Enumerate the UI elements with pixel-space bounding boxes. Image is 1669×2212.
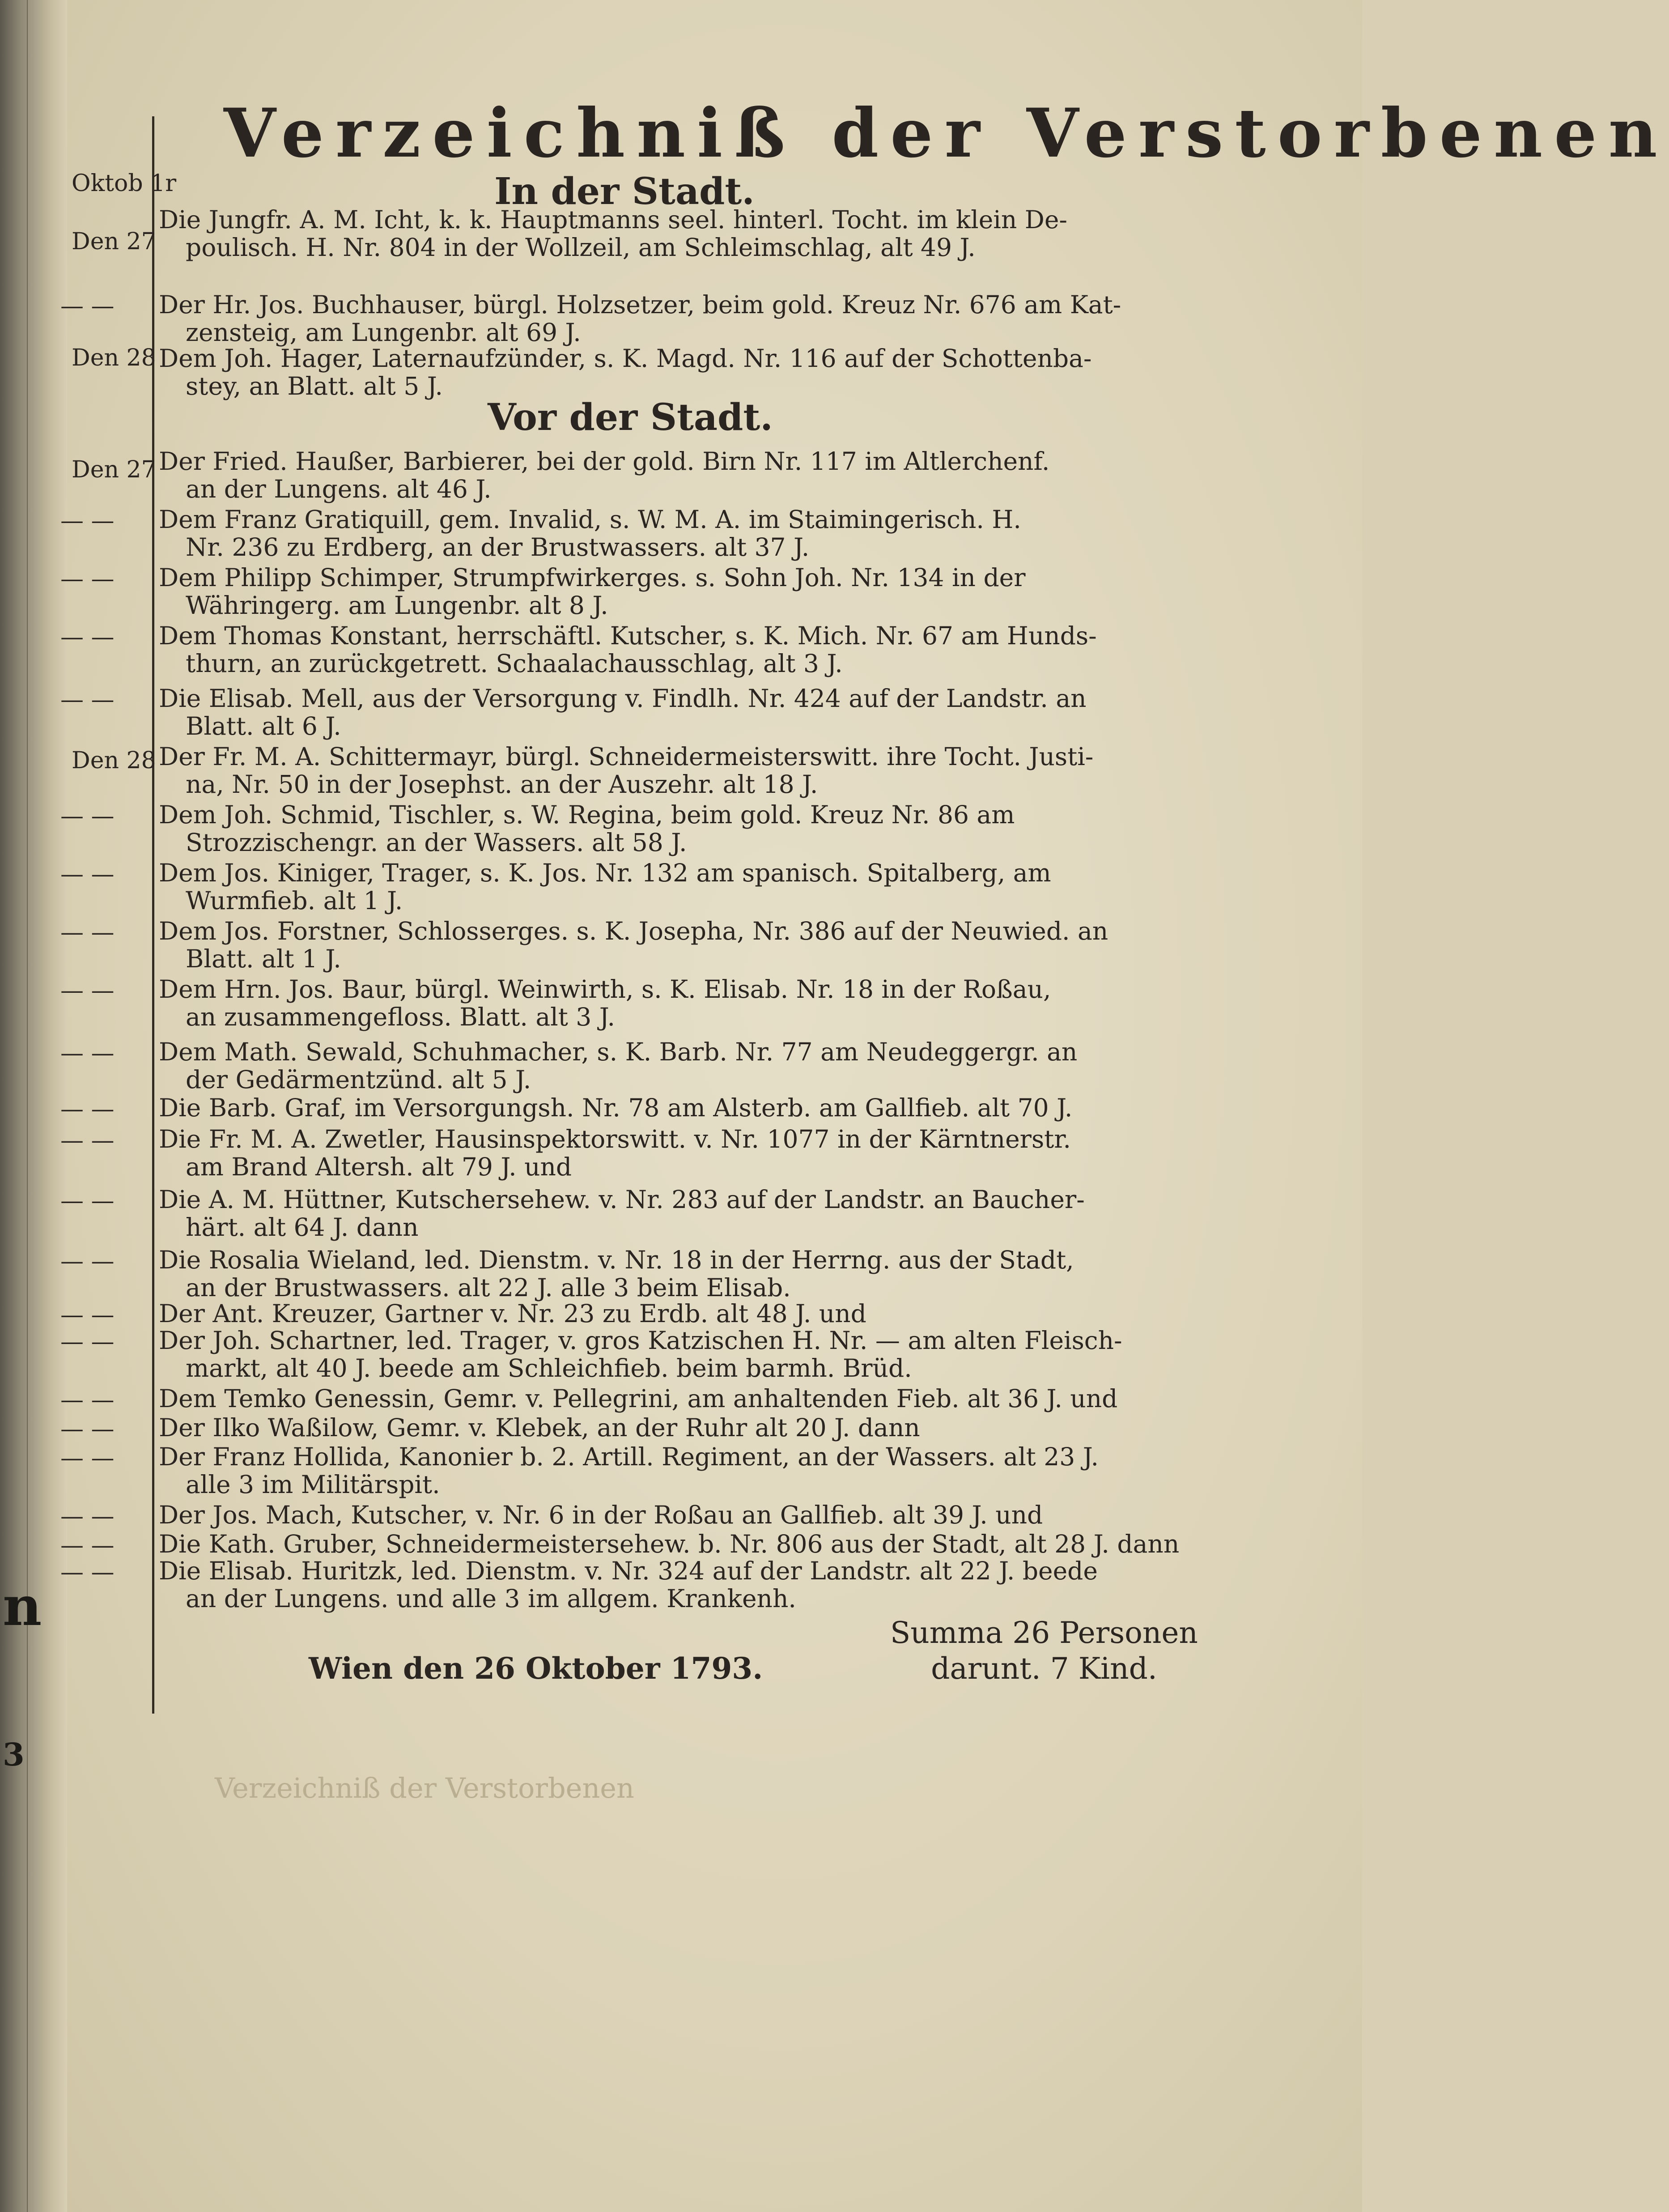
previous-page-edge xyxy=(0,0,28,2212)
summary-block xyxy=(890,1615,1198,1687)
ditto-mark: — — xyxy=(60,624,115,651)
entry-continuation: na, Nr. 50 in der Josephst. an der Auszehr. alt 18 J. xyxy=(186,770,818,799)
entry-line: Dem Math. Sewald, Schuhmacher, s. K. Barb. Nr. 77 am Neudeggergr. an xyxy=(159,1038,1078,1066)
entry-continuation: thurn, an zurückgetrett. Schaalachausschlag, alt 3 J. xyxy=(186,649,843,678)
entry-line: Die Jungfr. A. M. Icht, k. k. Hauptmanns seel. hinterl. Tocht. im klein De- xyxy=(159,205,1067,234)
page-title: Verzeichniß der Verstorbenen xyxy=(224,94,1669,173)
entry-line: Der Fried. Haußer, Barbierer, bei der gold. Birn Nr. 117 im Altlerchenf. xyxy=(159,447,1050,476)
entry-line: Die Rosalia Wieland, led. Dienstm. v. Nr. 18 in der Herrng. aus der Stadt, xyxy=(159,1246,1074,1274)
entry-line: Die Fr. M. A. Zwetler, Hausinspektorswitt. v. Nr. 1077 in der Kärntnerstr. xyxy=(159,1125,1071,1153)
entry-continuation: markt, alt 40 J. beede am Schleichfieb. beim barmh. Brüd. xyxy=(186,1354,912,1382)
ditto-mark: — — xyxy=(60,919,115,946)
entry-line: Dem Jos. Forstner, Schlosserges. s. K. Josepha, Nr. 386 auf der Neuwied. an xyxy=(159,917,1108,945)
entry-line: Dem Temko Genessin, Gemr. v. Pellegrini, am anhaltenden Fieb. alt 36 J. und xyxy=(159,1384,1118,1413)
ditto-mark: — — xyxy=(60,1040,115,1067)
entry-continuation: alle 3 im Militärspit. xyxy=(186,1470,440,1499)
bleed-through-text: Verzeichniß der Verstorbenen xyxy=(215,1772,634,1804)
date-label: Den 28 xyxy=(72,345,156,371)
entry-continuation: stey, an Blatt. alt 5 J. xyxy=(186,372,443,400)
margin-fragment-1: n xyxy=(3,1575,42,1638)
entry-continuation: Blatt. alt 6 J. xyxy=(186,712,341,740)
ditto-mark: — — xyxy=(60,1503,115,1530)
entry-line: Die Elisab. Huritzk, led. Dienstm. v. Nr. 324 auf der Landstr. alt 22 J. beede xyxy=(159,1557,1098,1585)
entry-continuation: an der Brustwassers. alt 22 J. alle 3 beim Elisab. xyxy=(186,1273,791,1302)
date-label: Den 28 xyxy=(72,747,156,774)
document-page xyxy=(60,0,1669,2212)
entry-continuation: zensteig, am Lungenbr. alt 69 J. xyxy=(186,318,581,347)
ditto-mark: — — xyxy=(60,1127,115,1154)
ditto-mark: — — xyxy=(60,1328,115,1355)
section-heading-stadt: In der Stadt. xyxy=(494,170,755,213)
date-label: Den 27 xyxy=(72,456,156,483)
entry-line: Die Kath. Gruber, Schneidermeistersehew. b. Nr. 806 aus der Stadt, alt 28 J. dann xyxy=(159,1530,1180,1558)
entry-line: Der Ilko Waßilow, Gemr. v. Klebek, an der Ruhr alt 20 J. dann xyxy=(159,1413,920,1442)
entry-continuation: an zusammengefloss. Blatt. alt 3 J. xyxy=(186,1003,616,1031)
ditto-mark: — — xyxy=(60,1532,115,1559)
ditto-mark: — — xyxy=(60,1416,115,1442)
entry-continuation: Wurmfieb. alt 1 J. xyxy=(186,886,403,915)
ditto-mark: — — xyxy=(60,1559,115,1586)
entry-line: Die Barb. Graf, im Versorgungsh. Nr. 78 am Alsterb. am Gallfieb. alt 70 J. xyxy=(159,1093,1073,1122)
ditto-mark: — — xyxy=(60,507,115,534)
entry-continuation: Währingerg. am Lungenbr. alt 8 J. xyxy=(186,591,608,620)
entry-line: Dem Franz Gratiquill, gem. Invalid, s. W. M. A. im Staimingerisch. H. xyxy=(159,505,1021,534)
entry-line: Der Franz Hollida, Kanonier b. 2. Artill. Regiment, an der Wassers. alt 23 J. xyxy=(159,1442,1099,1471)
ditto-mark: — — xyxy=(60,1445,115,1472)
entry-continuation: Strozzischengr. an der Wassers. alt 58 J. xyxy=(186,828,687,857)
ditto-mark: — — xyxy=(60,1302,115,1328)
date-label: Oktob 1r xyxy=(72,170,177,197)
ditto-mark: — — xyxy=(60,1387,115,1413)
ditto-mark: — — xyxy=(60,293,115,319)
entry-line: Dem Joh. Hager, Laternaufzünder, s. K. Magd. Nr. 116 auf der Schottenba- xyxy=(159,344,1092,373)
ditto-mark: — — xyxy=(60,566,115,592)
entry-line: Dem Joh. Schmid, Tischler, s. W. Regina, beim gold. Kreuz Nr. 86 am xyxy=(159,800,1015,829)
ditto-mark: — — xyxy=(60,861,115,888)
entry-continuation: härt. alt 64 J. dann xyxy=(186,1213,419,1242)
ditto-mark: — — xyxy=(60,1096,115,1123)
section-heading-vorstadt: Vor der Stadt. xyxy=(488,396,773,439)
entry-line: Die A. M. Hüttner, Kutschersehew. v. Nr. 283 auf der Landstr. an Baucher- xyxy=(159,1185,1085,1214)
signoff-date: Wien den 26 Oktober 1793. xyxy=(309,1651,763,1686)
entry-line: Dem Jos. Kiniger, Trager, s. K. Jos. Nr. 132 am spanisch. Spitalberg, am xyxy=(159,859,1051,887)
entry-continuation: poulisch. H. Nr. 804 in der Wollzeil, am Schleimschlag, alt 49 J. xyxy=(186,233,976,262)
entry-continuation: der Gedärmentzünd. alt 5 J. xyxy=(186,1065,531,1094)
margin-fragment-2: 3 xyxy=(3,1736,25,1773)
entry-line: Die Elisab. Mell, aus der Versorgung v. Findlh. Nr. 424 auf der Landstr. an xyxy=(159,684,1087,713)
ditto-mark: — — xyxy=(60,803,115,830)
entry-line: Der Hr. Jos. Buchhauser, bürgl. Holzsetzer, beim gold. Kreuz Nr. 676 am Kat- xyxy=(159,290,1121,319)
entry-continuation: Blatt. alt 1 J. xyxy=(186,944,341,973)
ditto-mark: — — xyxy=(60,686,115,713)
entry-continuation: Nr. 236 zu Erdberg, an der Brustwassers. alt 37 J. xyxy=(186,533,810,562)
entry-continuation: an der Lungens. alt 46 J. xyxy=(186,475,492,503)
ditto-mark: — — xyxy=(60,977,115,1004)
entry-continuation: am Brand Altersh. alt 79 J. und xyxy=(186,1153,572,1181)
entry-line: Der Joh. Schartner, led. Trager, v. gros Katzischen H. Nr. — am alten Fleisch- xyxy=(159,1326,1122,1355)
summary-children: darunt. 7 Kind. xyxy=(931,1651,1157,1686)
entry-line: Der Fr. M. A. Schittermayr, bürgl. Schneidermeisterswitt. ihre Tocht. Justi- xyxy=(159,742,1094,771)
entry-continuation: an der Lungens. und alle 3 im allgem. Krankenh. xyxy=(186,1584,796,1613)
ditto-mark: — — xyxy=(60,1187,115,1214)
entry-line: Dem Thomas Konstant, herrschäftl. Kutscher, s. K. Mich. Nr. 67 am Hunds- xyxy=(159,621,1097,650)
entry-line: Der Ant. Kreuzer, Gartner v. Nr. 23 zu Erdb. alt 48 J. und xyxy=(159,1299,866,1328)
ditto-mark: — — xyxy=(60,1248,115,1275)
date-label: Den 27 xyxy=(72,228,156,255)
entry-line: Dem Philipp Schimper, Strumpfwirkerges. s. Sohn Joh. Nr. 134 in der xyxy=(159,563,1026,592)
entry-line: Dem Hrn. Jos. Baur, bürgl. Weinwirth, s. K. Elisab. Nr. 18 in der Roßau, xyxy=(159,975,1051,1004)
entry-line: Der Jos. Mach, Kutscher, v. Nr. 6 in der Roßau an Gallfieb. alt 39 J. und xyxy=(159,1501,1043,1529)
summary-total: Summa 26 Personen xyxy=(890,1616,1198,1650)
